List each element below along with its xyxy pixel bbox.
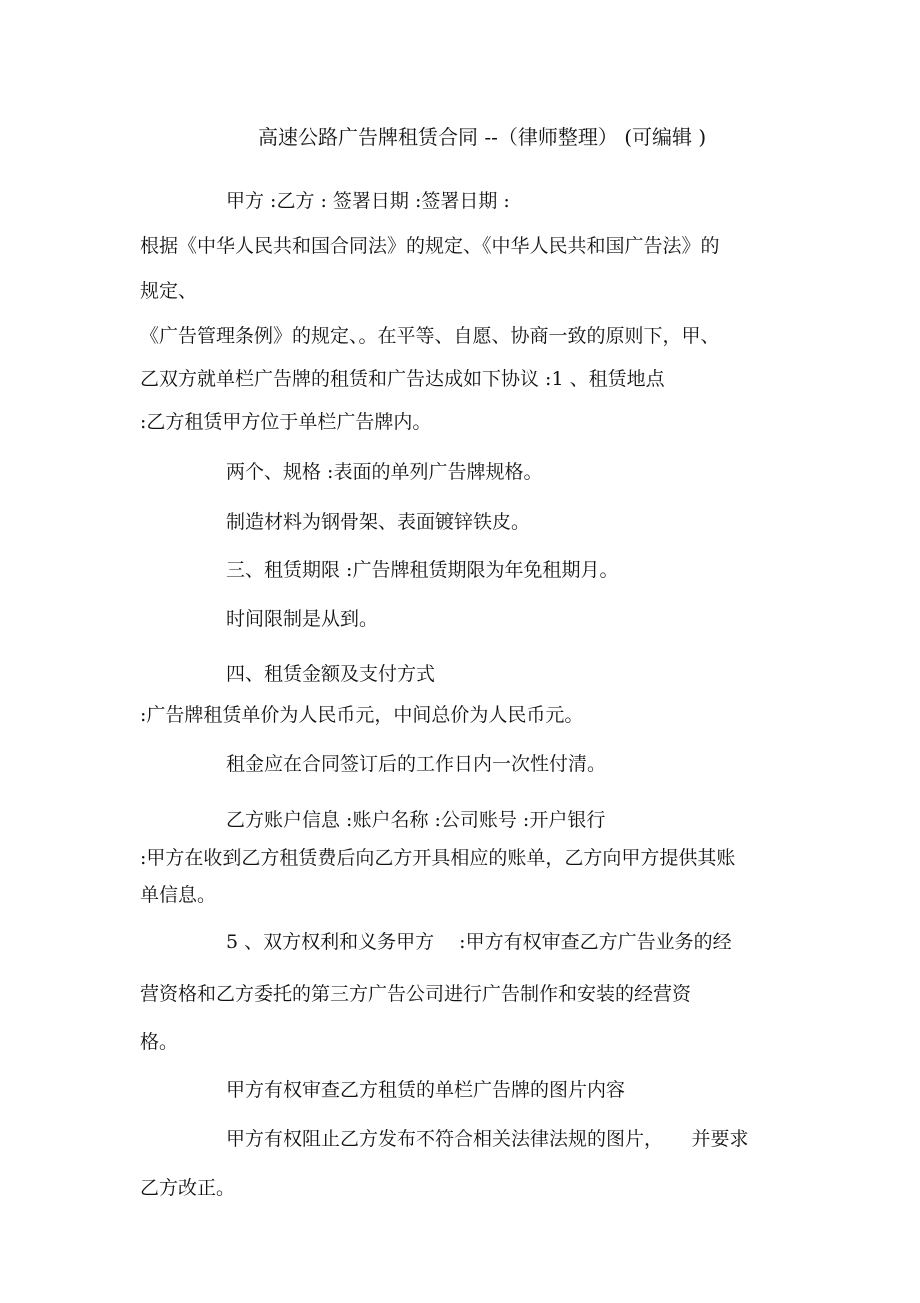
paragraph-line: 时间限制是从到。 xyxy=(226,608,379,630)
paragraph-line: 根据《中华人民共和国合同法》的规定、《中华人民共和国广告法》的 xyxy=(140,235,720,257)
paragraph-line: :广告牌租赁单价为人民币元，中间总价为人民币元。 xyxy=(140,704,584,726)
paragraph-line: 乙方账户信息 :账户名称 :公司账号 :开户银行 xyxy=(226,809,606,831)
document-title: 高速公路广告牌租赁合同 --（律师整理） (可编辑 ) xyxy=(258,125,707,149)
paragraph-line: 甲方有权阻止乙方发布不符合相关法律法规的图片， 并要求 xyxy=(226,1128,749,1150)
paragraph-line: 三、租赁期限 :广告牌租赁期限为年免租期月。 xyxy=(226,559,619,581)
paragraph-line: 规定、 xyxy=(140,280,198,302)
paragraph-line: 单信息。 xyxy=(140,884,217,906)
party-line: 甲方 :乙方 : 签署日期 :签署日期 : xyxy=(226,190,510,212)
paragraph-line: 乙方改正。 xyxy=(140,1177,236,1199)
paragraph-line: 两个、规格 :表面的单列广告牌规格。 xyxy=(226,461,543,483)
paragraph-line: :甲方在收到乙方租赁费后向乙方开具相应的账单，乙方向甲方提供其账 xyxy=(140,847,736,869)
paragraph-line: 《广告管理条例》的规定、。在平等、自愿、协商一致的原则下，甲、 xyxy=(140,325,720,347)
paragraph-line: 营资格和乙方委托的第三方广告公司进行广告制作和安装的经营资 xyxy=(140,983,692,1005)
paragraph-line: :乙方租赁甲方位于单栏广告牌内。 xyxy=(140,411,432,433)
paragraph-line: 5 、双方权利和义务甲方 :甲方有权审查乙方广告业务的经 xyxy=(226,931,732,953)
paragraph-line: 租金应在合同签订后的工作日内一次性付清。 xyxy=(226,753,607,775)
paragraph-line: 乙双方就单栏广告牌的租赁和广告达成如下协议 :1 、租赁地点 xyxy=(140,368,665,390)
paragraph-line: 格。 xyxy=(140,1031,179,1053)
paragraph-line: 四、租赁金额及支付方式 xyxy=(226,663,436,685)
paragraph-line: 制造材料为钢骨架、表面镀锌铁皮。 xyxy=(226,511,531,533)
paragraph-line: 甲方有权审查乙方租赁的单栏广告牌的图片内容 xyxy=(226,1079,626,1101)
